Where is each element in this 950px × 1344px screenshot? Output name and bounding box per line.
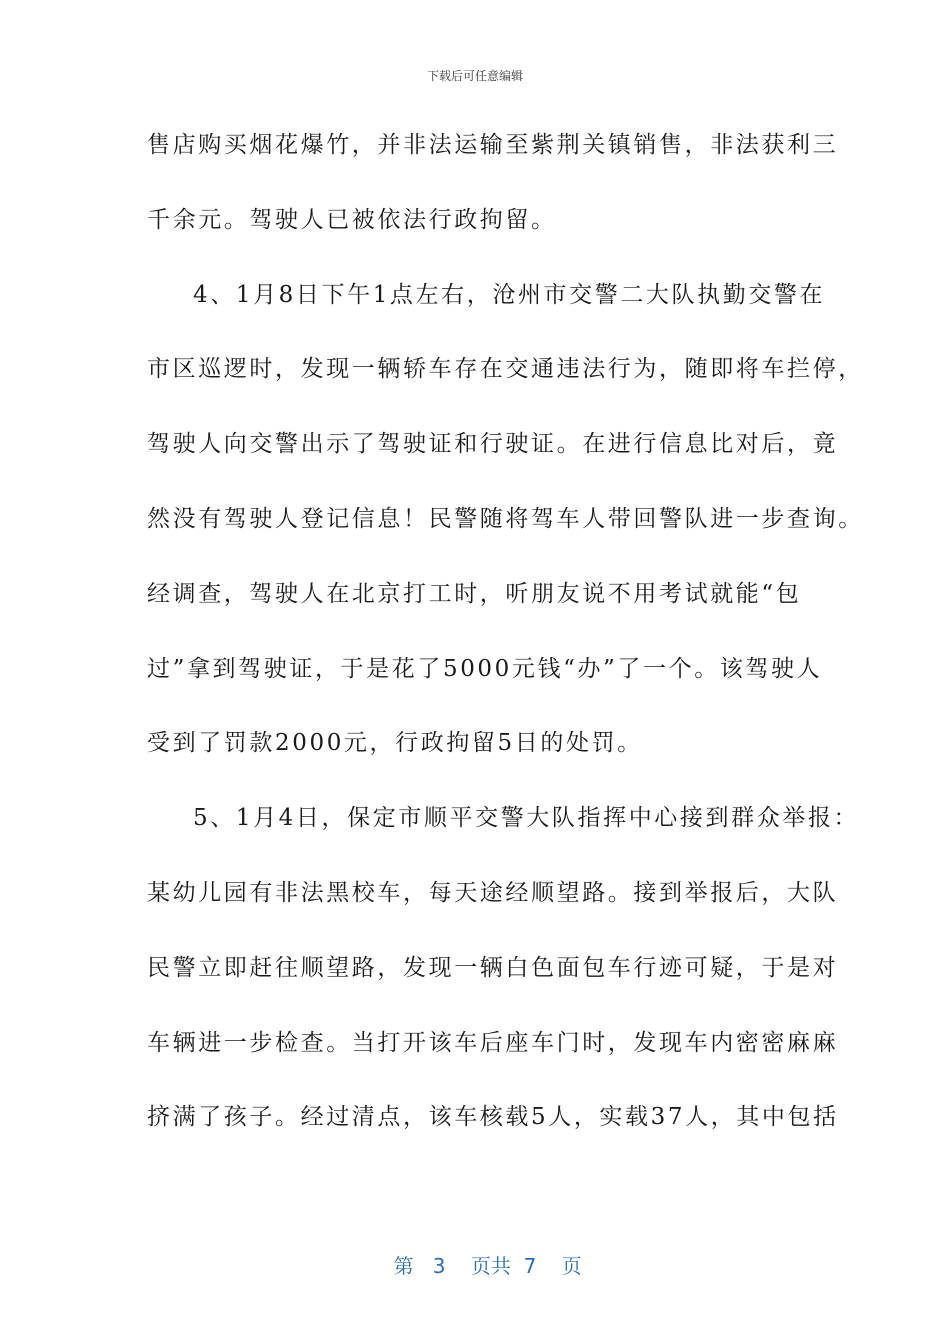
text-line: 5、1月4日，保定市顺平交警大队指挥中心接到群众举报： — [193, 805, 860, 832]
text-line: 4、1月8日下午1点左右，沧州市交警二大队执勤交警在 — [193, 281, 826, 308]
footer-prefix: 第 — [393, 1254, 414, 1278]
page-footer — [0, 1226, 950, 1303]
text-line: 售店购买烟花爆竹，并非法运输至紫荆关镇销售，非法获利三 — [147, 132, 839, 158]
footer-current-page: 3 — [432, 1254, 446, 1278]
footer-total-pages: 7 — [523, 1254, 537, 1278]
text-line: 挤满了孩子。经过清点，该车核载5人，实载37人，其中包括 — [147, 1104, 839, 1131]
text-line: 驾驶人向交警出示了驾驶证和行驶证。在进行信息比对后，竟 — [147, 431, 839, 458]
body-text — [147, 122, 864, 1169]
text-line: 千余元。驾驶人已被依法行政拘留。 — [147, 206, 557, 233]
footer-suffix: 页 — [561, 1254, 582, 1278]
text-line: 某幼儿园有非法黑校车，每天途经顺望路。接到举报后，大队 — [147, 879, 839, 906]
text-line: 车辆进一步检查。当打开该车后座车门时，发现车内密密麻麻 — [147, 1029, 839, 1056]
footer-middle: 页共 — [470, 1254, 511, 1278]
text-line: 过”拿到驾驶证，于是花了5000元钱“办”了一个。该驾驶人 — [147, 655, 823, 682]
text-line: 民警立即赶往顺望路，发现一辆白色面包车行迹可疑，于是对 — [147, 954, 839, 981]
text-line: 然没有驾驶人登记信息！民警随将驾车人带回警队进一步查询。 — [147, 505, 864, 532]
header-note: 下载后可任意编辑 — [426, 69, 523, 83]
text-line: 经调查，驾驶人在北京打工时，听朋友说不用考试就能“包 — [147, 580, 802, 607]
text-line: 受到了罚款2000元，行政拘留5日的处罚。 — [147, 730, 643, 757]
text-line: 市区巡逻时，发现一辆轿车存在交通违法行为，随即将车拦停， — [147, 356, 864, 383]
